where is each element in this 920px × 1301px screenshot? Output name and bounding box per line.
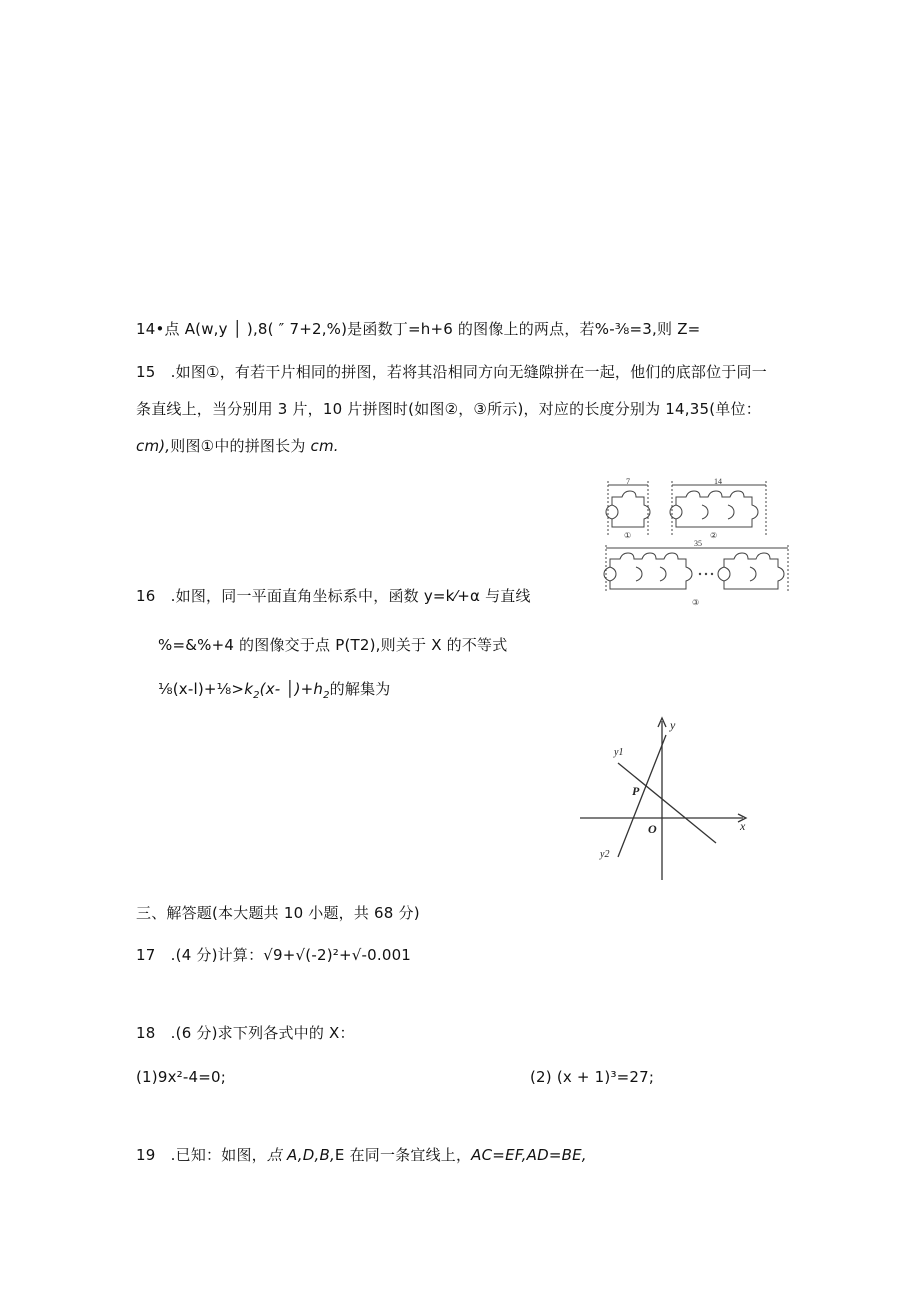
puzzle-piece-1-notch [612, 505, 618, 519]
question-19-conditions: AC=EF,AD=BE, [471, 1146, 587, 1164]
coordinate-graph [578, 715, 758, 885]
question-16-line-3 [158, 678, 390, 701]
puzzle-figure [600, 475, 795, 610]
inequality-right: (x- │)+h [259, 680, 324, 698]
puzzle-caption-2: ② [710, 531, 718, 540]
puzzle-row-2-notch-b [702, 505, 708, 519]
question-19-intro: 19 .已知：如图， [136, 1146, 267, 1164]
question-19-line: E 在同一条宜线上， [334, 1146, 472, 1164]
section-3-title: 三、解答题(本大题共 10 小题，共 68 分) [136, 904, 420, 922]
puzzle-row-3a-notch [610, 567, 616, 581]
label-y2: y2 [600, 849, 610, 860]
question-15-text: 则图①中的拼图长为 [170, 437, 311, 455]
inequality-k-sub: 2 [253, 690, 260, 701]
inequality-left: ⅛(x-l)+⅛> [158, 680, 245, 698]
unit-cm: cm), [136, 437, 171, 455]
label-x-axis: x [740, 819, 746, 833]
label-point-p: P [632, 784, 640, 798]
puzzle-row-3b-notch [724, 567, 730, 581]
question-17: 17 .(4 分)计算：√9+√(-2)²+√-0.001 [136, 946, 412, 964]
question-15-line-1: 15 .如图①，有若干片相同的拼图，若将其沿相同方向无缝隙拼在一起，他们的底部位于同一 [136, 363, 767, 381]
inequality-k: k [244, 680, 254, 698]
question-18-title: 18 .(6 分)求下列各式中的 X： [136, 1024, 355, 1042]
label-y-axis: y [670, 718, 676, 732]
question-19-points: 点 A,D,B, [266, 1146, 335, 1164]
puzzle-row-3a-notch-c [660, 567, 666, 581]
question-15-line-3 [136, 435, 339, 456]
label-y1: y1 [614, 747, 624, 758]
puzzle-ellipsis [699, 573, 713, 575]
question-18-part-2: (2) (x + 1)³=27; [530, 1068, 655, 1086]
unit-cm-end: cm. [310, 437, 339, 455]
puzzle-row-2-notch-a [676, 505, 682, 519]
inequality-solution-label: 的解集为 [329, 680, 391, 698]
puzzle-caption-3: ③ [692, 598, 700, 607]
puzzle-row-3a-notch-b [636, 567, 642, 581]
label-origin: O [648, 822, 657, 836]
puzzle-row-3a [604, 553, 692, 589]
puzzle-row-2 [670, 491, 758, 527]
puzzle-piece-1 [606, 491, 650, 527]
line-y1 [618, 763, 716, 843]
question-16-line-2: %=&%+4 的图像交于点 P(T2),则关于 X 的不等式 [158, 636, 508, 654]
question-18-part-1: (1)9x²-4=0; [136, 1068, 227, 1086]
puzzle-row-2-notch-c [728, 505, 734, 519]
puzzle-label-7: 7 [626, 477, 630, 486]
question-19 [136, 1144, 587, 1165]
question-15-line-2: 条直线上，当分别用 3 片，10 片拼图时(如图②，③所示)，对应的长度分别为 14,35(单位： [136, 400, 761, 418]
puzzle-row-3b [718, 553, 784, 589]
puzzle-caption-1: ① [624, 531, 632, 540]
question-16-line-1: 16 .如图，同一平面直角坐标系中，函数 y=k⁄+α 与直线 [136, 587, 531, 605]
question-14: 14•点 A(w,y │ ),8( ″ 7+2,%)是函数丁=h+6 的图像上的两点，若%-⅜=3,则 Z= [136, 320, 701, 338]
puzzle-label-35: 35 [694, 539, 702, 548]
puzzle-label-14: 14 [714, 477, 722, 486]
inequality-h-sub: 2 [323, 690, 330, 701]
puzzle-row-3b-notch-b [750, 567, 756, 581]
